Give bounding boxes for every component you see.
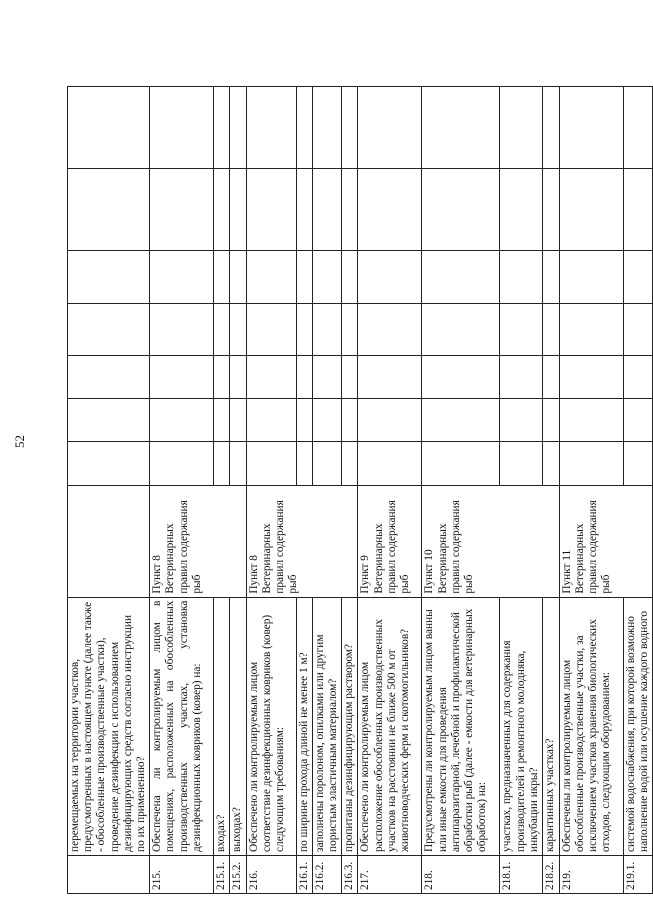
answer-cell <box>230 304 246 356</box>
answer-cell <box>543 169 559 251</box>
answer-cell <box>623 442 652 485</box>
answer-cell <box>296 304 312 356</box>
regulation-reference <box>68 485 150 597</box>
requirement-text: по ширине прохода длиной не менее 1 м? <box>296 597 312 855</box>
answer-cell <box>358 169 422 251</box>
requirement-text: системой водоснабжения, при которой возможно наполнение водой или осушение каждого водного <box>623 597 652 855</box>
answer-cell <box>68 399 150 442</box>
answer-cell <box>342 251 358 304</box>
regulation-reference: Пункт 10 Ветеринарных правил содержания рыб <box>422 485 559 597</box>
answer-cell <box>358 87 422 169</box>
answer-cell <box>246 87 296 169</box>
answer-cell <box>559 442 623 485</box>
answer-cell <box>312 87 341 169</box>
answer-cell <box>500 251 543 304</box>
table-row <box>246 87 296 894</box>
answer-cell <box>559 87 623 169</box>
row-number: 218.2. <box>543 855 559 893</box>
answer-cell <box>543 356 559 399</box>
row-number: 215.2. <box>230 855 246 893</box>
requirement-text: выходах? <box>230 597 246 855</box>
answer-cell <box>543 399 559 442</box>
checklist-table <box>67 86 653 894</box>
row-number: 216.2. <box>312 855 341 893</box>
answer-cell <box>500 442 543 485</box>
answer-cell <box>150 356 214 399</box>
requirement-text: участках, предназначенных для содержания производителей и ремонтного молодняка, инкубации икры? <box>500 597 543 855</box>
answer-cell <box>500 356 543 399</box>
answer-cell <box>543 304 559 356</box>
table-row <box>150 87 214 894</box>
answer-cell <box>296 442 312 485</box>
answer-cell <box>230 87 246 169</box>
answer-cell <box>214 251 230 304</box>
answer-cell <box>500 399 543 442</box>
answer-cell <box>342 399 358 442</box>
regulation-reference: Пункт 8 Ветеринарных правил содержания рыб <box>150 485 246 597</box>
rotated-table-wrapper <box>67 86 650 894</box>
answer-cell <box>214 87 230 169</box>
answer-cell <box>150 399 214 442</box>
requirement-text: заполнены поролоном, опилками или другим пористым эластичным материалом? <box>312 597 341 855</box>
answer-cell <box>296 251 312 304</box>
answer-cell <box>422 399 500 442</box>
answer-cell <box>312 304 341 356</box>
answer-cell <box>623 304 652 356</box>
row-number: 219.1. <box>623 855 652 893</box>
answer-cell <box>296 169 312 251</box>
answer-cell <box>422 442 500 485</box>
row-number: 216.3. <box>342 855 358 893</box>
answer-cell <box>623 356 652 399</box>
answer-cell <box>296 399 312 442</box>
row-number: 219. <box>559 855 623 893</box>
answer-cell <box>559 304 623 356</box>
requirement-text: перемещаемых на территории участков, предусмотренных в настоящем пункте (далее также - обособленные производственные участки), проведение дезинфекции с использованием дезинфицирующих средств согласно инструкции по их применению? <box>68 597 150 855</box>
answer-cell <box>214 169 230 251</box>
answer-cell <box>230 442 246 485</box>
answer-cell <box>150 304 214 356</box>
answer-cell <box>358 356 422 399</box>
regulation-reference: Пункт 8 Ветеринарных правил содержания рыб <box>246 485 358 597</box>
requirement-text: карантинных участках? <box>543 597 559 855</box>
requirement-text: пропитаны дезинфицирующим раствором? <box>342 597 358 855</box>
answer-cell <box>559 169 623 251</box>
answer-cell <box>230 169 246 251</box>
answer-cell <box>68 442 150 485</box>
answer-cell <box>342 442 358 485</box>
answer-cell <box>623 87 652 169</box>
row-number: 215.1. <box>214 855 230 893</box>
table-row <box>559 87 623 894</box>
answer-cell <box>150 87 214 169</box>
answer-cell <box>342 304 358 356</box>
table-row <box>68 87 150 894</box>
answer-cell <box>312 356 341 399</box>
answer-cell <box>68 87 150 169</box>
answer-cell <box>358 399 422 442</box>
table-row <box>422 87 500 894</box>
row-number: 216.1. <box>296 855 312 893</box>
row-number: 218.1. <box>500 855 543 893</box>
requirement-text: Обеспечены ли контролируемым лицом обособленные производственные участки, за исключением участков хранения биологических отходов, следующим оборудованием: <box>559 597 623 855</box>
answer-cell <box>246 399 296 442</box>
answer-cell <box>230 251 246 304</box>
answer-cell <box>312 169 341 251</box>
answer-cell <box>230 356 246 399</box>
answer-cell <box>559 399 623 442</box>
answer-cell <box>543 442 559 485</box>
answer-cell <box>68 356 150 399</box>
answer-cell <box>358 304 422 356</box>
regulation-reference: Пункт 11 Ветеринарных правил содержания рыб <box>559 485 652 597</box>
answer-cell <box>214 399 230 442</box>
answer-cell <box>422 87 500 169</box>
answer-cell <box>214 304 230 356</box>
answer-cell <box>422 169 500 251</box>
answer-cell <box>358 442 422 485</box>
requirement-text: Обеспечена ли контролируемым лицом в помещениях, расположенных на обособленных производственных участках, установка дезинфекционных ковриков (ковер) на: <box>150 597 214 855</box>
answer-cell <box>623 251 652 304</box>
requirement-text: входах? <box>214 597 230 855</box>
row-number: 216. <box>246 855 296 893</box>
answer-cell <box>358 251 422 304</box>
answer-cell <box>623 169 652 251</box>
table-row <box>358 87 422 894</box>
answer-cell <box>214 442 230 485</box>
answer-cell <box>214 356 230 399</box>
answer-cell <box>246 442 296 485</box>
answer-cell <box>342 87 358 169</box>
answer-cell <box>68 169 150 251</box>
answer-cell <box>500 169 543 251</box>
row-number <box>68 855 150 893</box>
row-number: 215. <box>150 855 214 893</box>
answer-cell <box>296 87 312 169</box>
answer-cell <box>246 356 296 399</box>
answer-cell <box>150 442 214 485</box>
page-number: 52 <box>12 435 27 448</box>
answer-cell <box>312 251 341 304</box>
answer-cell <box>246 251 296 304</box>
answer-cell <box>543 87 559 169</box>
answer-cell <box>342 356 358 399</box>
answer-cell <box>342 169 358 251</box>
answer-cell <box>246 169 296 251</box>
answer-cell <box>500 304 543 356</box>
requirement-text: Предусмотрены ли контролируемым лицом ванны или иные емкости для проведения антипаразитарной, лечебной и профилактической обработки рыб (далее - емкости для ветеринарных обработок) на: <box>422 597 500 855</box>
answer-cell <box>68 251 150 304</box>
answer-cell <box>500 87 543 169</box>
answer-cell <box>623 399 652 442</box>
requirement-text: Обеспечено ли контролируемым лицом соответствие дезинфекционных ковриков (ковер) следующим требованиям: <box>246 597 296 855</box>
regulation-reference: Пункт 9 Ветеринарных правил содержания рыб <box>358 485 422 597</box>
answer-cell <box>559 251 623 304</box>
table-frame <box>67 86 650 894</box>
row-number: 218. <box>422 855 500 893</box>
answer-cell <box>543 251 559 304</box>
answer-cell <box>68 304 150 356</box>
answer-cell <box>150 169 214 251</box>
answer-cell <box>296 356 312 399</box>
answer-cell <box>422 251 500 304</box>
answer-cell <box>559 356 623 399</box>
answer-cell <box>230 399 246 442</box>
requirement-text: Обеспечено ли контролируемым лицом расположение обособленных производственных участков на расстоянии не ближе 500 м от животноводческих ферм и скотомогильников? <box>358 597 422 855</box>
answer-cell <box>246 304 296 356</box>
row-number: 217. <box>358 855 422 893</box>
answer-cell <box>312 399 341 442</box>
answer-cell <box>422 356 500 399</box>
answer-cell <box>150 251 214 304</box>
answer-cell <box>312 442 341 485</box>
answer-cell <box>422 304 500 356</box>
